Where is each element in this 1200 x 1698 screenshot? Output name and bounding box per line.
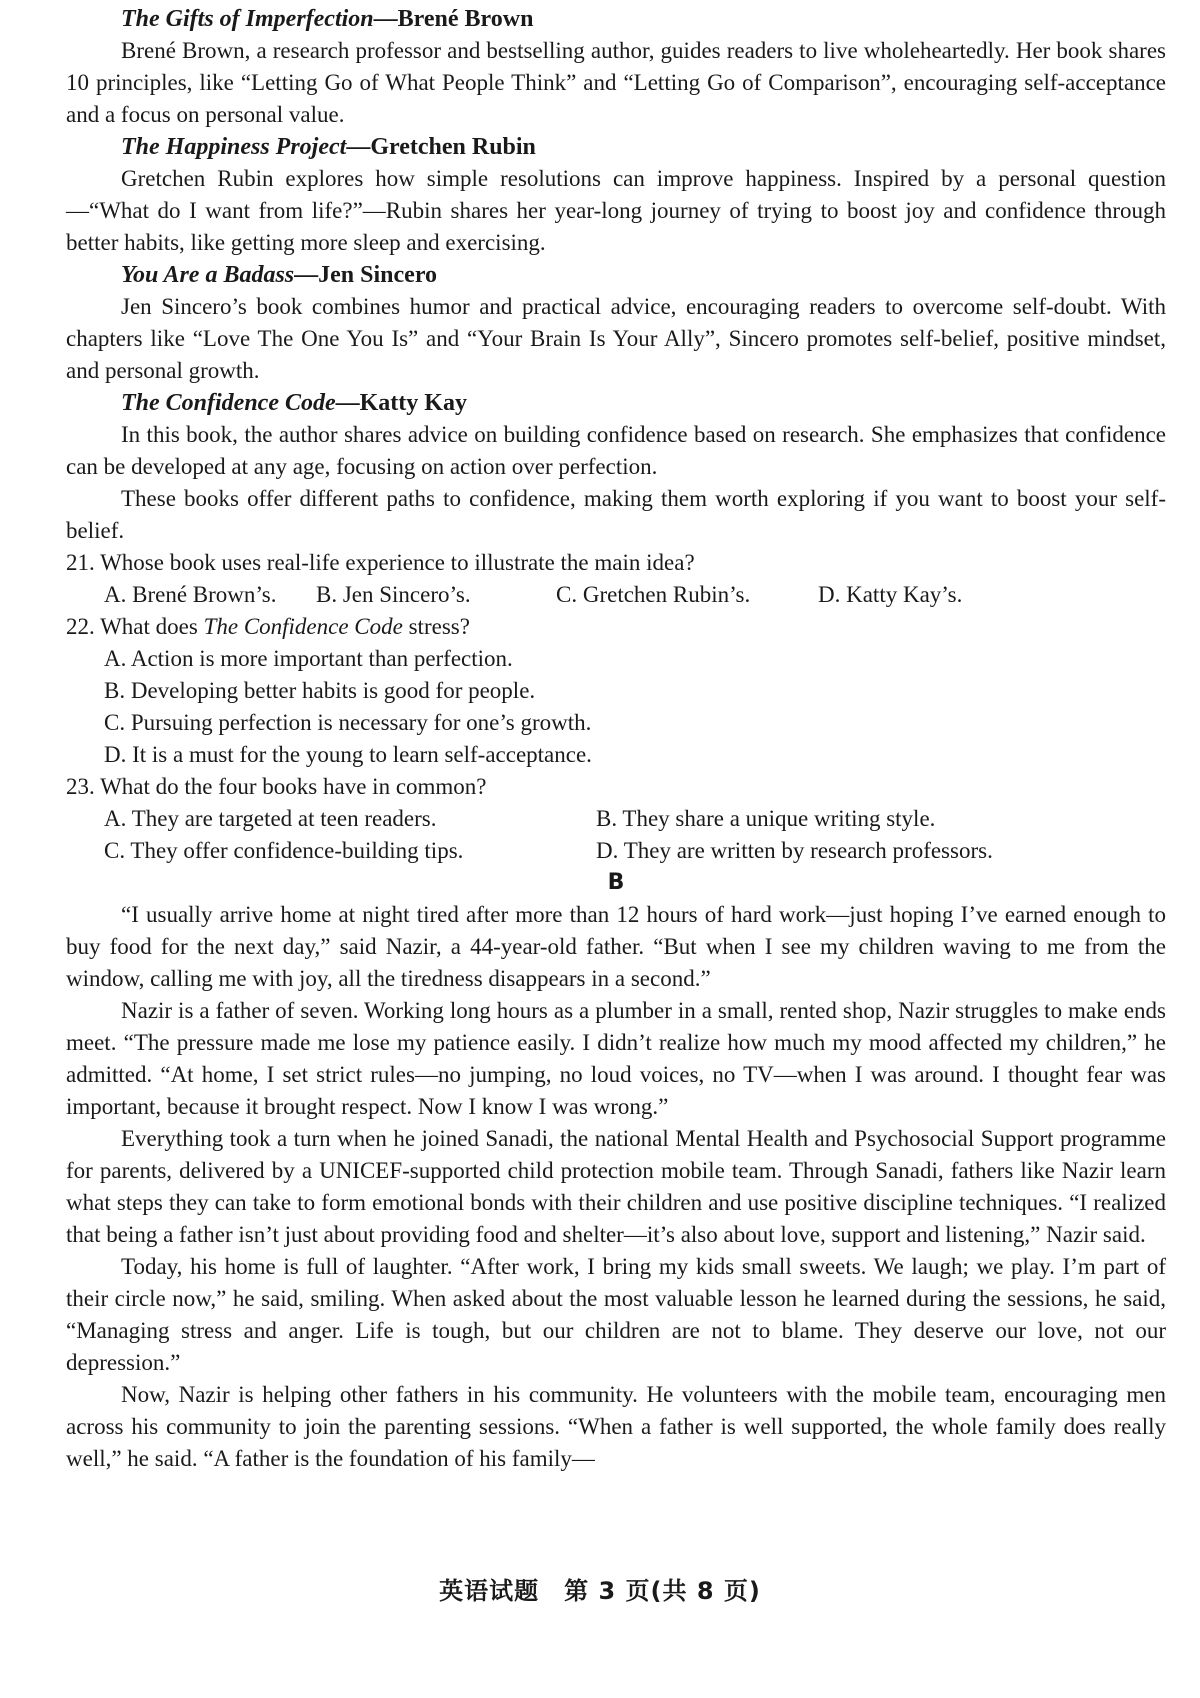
passage-b-paragraph-4: Today, his home is full of laughter. “After work, I bring my kids small sweets. We laugh; we play. I’m part of their circle now,” he said, smiling. When asked about the most valuable lesson he learned during the sessions, he said, “Managing stress and anger. Life is tough, but our children are not to blame. They deserve our love, not our depression.” [66,1254,1166,1375]
closing-paragraph: These books offer different paths to confidence, making them worth exploring if you want to boost your self-belief. [66,486,1166,543]
option-d: D. Katty Kay’s. [818,582,963,607]
page-footer: 英语试题 第 3 页(共 8 页) [439,1577,761,1605]
book-description-2: Gretchen Rubin explores how simple resolutions can improve happiness. Inspired by a personal question—“What do I want from life?”—Rubin shares her year-long journey of trying to boost joy and confidence through better habits, like getting more sleep and exercising. [66,166,1166,255]
passage-b-paragraph-1: “I usually arrive home at night tired after more than 12 hours of hard work—just hoping I’ve earned enough to buy food for the next day,” said Nazir, a 44-year-old father. “But when I see my children waving to me from the window, calling me with joy, all the tiredness disappears in a second.” [66,902,1166,991]
passage-b-paragraph-5: Now, Nazir is helping other fathers in his community. He volunteers with the mobile team, encouraging men across his community to join the parenting sessions. “When a father is well supported, the whole family does really well,” he said. “A father is the foundation of his family— [66,1382,1166,1471]
option-b: B. Jen Sincero’s. [316,582,471,607]
book-author: —Jen Sincero [294,262,438,288]
option-d: D. It is a must for the young to learn self-acceptance. [104,742,592,767]
book-description-3: Jen Sincero’s book combines humor and practical advice, encouraging readers to overcome self-doubt. With chapters like “Love The One You Is” and “Your Brain Is Your Ally”, Sincero promotes self-belief, positive mindset, and personal growth. [66,294,1166,383]
option-b: B. They share a unique writing style. [596,806,936,831]
question-22-stem-start: 22. What does [66,614,204,639]
book-title-1 [66,3,1166,35]
book-title-text: The Confidence Code [121,390,336,416]
question-21-options [66,579,1166,611]
question-22 [66,611,1166,643]
question-22-stem-title: The Confidence Code [203,614,403,639]
option-c: C. Gretchen Rubin’s. [556,582,751,607]
book-author: —Katty Kay [335,390,467,416]
book-title-text: The Gifts of Imperfection [121,6,374,32]
option-d: D. They are written by research professors. [596,838,993,863]
section-b-heading: B [607,870,625,895]
option-c: C. Pursuing perfection is necessary for one’s growth. [104,710,592,735]
book-author: —Gretchen Rubin [346,134,536,160]
question-23: 23. What do the four books have in common? [66,774,487,799]
exam-page [66,3,1166,1475]
book-title-text: The Happiness Project [121,134,347,160]
question-22-options [66,643,1166,771]
book-title-text: You Are a Badass [121,262,295,288]
question-21: 21. Whose book uses real-life experience to illustrate the main idea? [66,550,695,575]
question-22-stem-end: stress? [402,614,470,639]
option-a: A. Brené Brown’s. [104,582,277,607]
question-23-options [66,803,1166,867]
option-b: B. Developing better habits is good for people. [104,678,536,703]
passage-b-paragraph-3: Everything took a turn when he joined Sanadi, the national Mental Health and Psychosocial Support programme for parents, delivered by a UNICEF-supported child protection mobile team. Through Sanadi, fathers like Nazir learn what steps they can take to form emotional bonds with their children and use positive discipline techniques. “I realized that being a father isn’t just about providing food and shelter—it’s also about love, support and listening,” Nazir said. [66,1126,1166,1247]
book-title-4 [66,387,1166,419]
book-title-2 [66,131,1166,163]
book-description-1: Brené Brown, a research professor and bestselling author, guides readers to live wholeheartedly. Her book shares 10 principles, like “Letting Go of What People Think” and “Letting Go of Comparison”, encouraging self-acceptance and a focus on personal value. [66,38,1166,127]
option-a: A. Action is more important than perfection. [104,646,513,671]
option-c: C. They offer confidence-building tips. [104,838,464,863]
option-a: A. They are targeted at teen readers. [104,806,437,831]
book-author: —Brené Brown [373,6,534,32]
passage-b-paragraph-2: Nazir is a father of seven. Working long hours as a plumber in a small, rented shop, Nazir struggles to make ends meet. “The pressure made me lose my patience easily. I didn’t realize how much my mood affected my children,” he admitted. “At home, I set strict rules—no jumping, no loud voices, no TV—when I was around. I thought fear was important, because it brought respect. Now I know I was wrong.” [66,998,1166,1119]
book-description-4: In this book, the author shares advice on building confidence based on research. She emphasizes that confidence can be developed at any age, focusing on action over perfection. [66,422,1166,479]
book-title-3 [66,259,1166,291]
